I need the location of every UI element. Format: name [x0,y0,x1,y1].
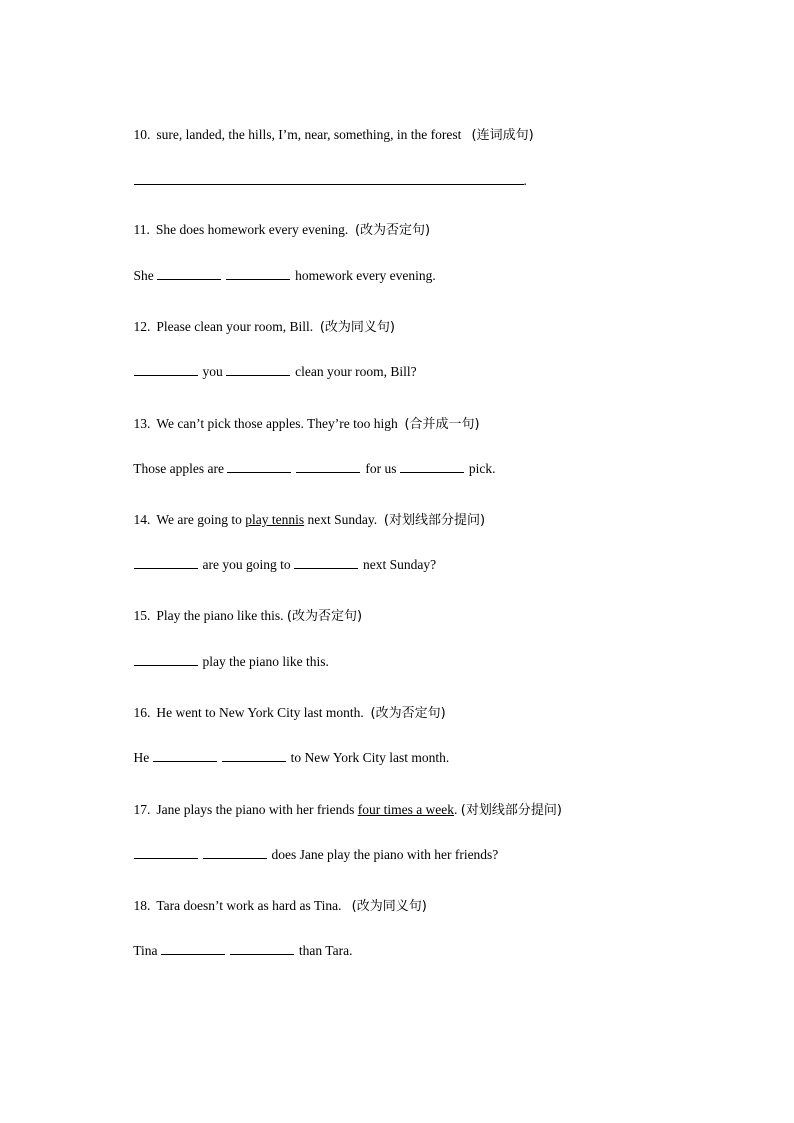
question-text: She does homework every evening. [155,222,349,237]
question-text: sure, landed, the hills, I’m, near, something, in the forest [156,127,462,142]
question-instruction: (改为否定句) [286,609,363,624]
question-text-end: next Sunday. [304,512,378,527]
question-text: He went to New York City last month. [156,705,364,720]
answer-text: homework every evening. [295,268,436,283]
answer-line-15 [120,633,329,689]
answer-text: He [133,750,150,765]
answer-blank[interactable] [227,458,291,473]
question-number: 13. [133,416,151,431]
question-number: 17. [133,802,151,817]
answer-line-10 [120,152,527,208]
underlined-phrase: four times a week [357,802,455,817]
answer-blank[interactable] [134,651,198,666]
question-instruction: (连词成句) [471,128,534,143]
answer-text: you [202,364,223,379]
question-text: Please clean your room, Bill. [156,319,314,334]
question-text: We are going to [156,512,246,527]
answer-line-17 [120,826,498,882]
answer-blank[interactable] [161,940,225,955]
answer-text: than Tara. [298,943,353,958]
answer-blank[interactable] [400,458,464,473]
answer-text: She [133,268,154,283]
answer-line-16 [120,729,449,785]
question-number: 15. [133,608,151,623]
answer-blank[interactable] [134,170,524,185]
answer-blank[interactable] [153,747,217,762]
answer-text: pick. [468,461,496,476]
question-instruction: (改为同义句) [351,899,427,914]
answer-line-14 [120,536,436,592]
answer-blank[interactable] [157,265,221,280]
answer-text: . [523,173,527,188]
answer-blank[interactable] [134,844,198,859]
question-instruction: (对划线部分提问) [383,513,486,528]
answer-blank[interactable] [226,361,290,376]
question-text: Tara doesn’t work as hard as Tina. [156,898,342,913]
answer-text: to New York City last month. [290,750,450,765]
answer-blank[interactable] [230,940,294,955]
question-text: Jane plays the piano with her friends [156,802,358,817]
answer-text: does Jane play the piano with her friends? [271,847,499,862]
answer-blank[interactable] [294,554,358,569]
question-instruction: (改为否定句) [354,223,431,238]
answer-blank[interactable] [203,844,267,859]
answer-line-12 [120,343,417,399]
question-instruction: (改为同义句) [319,320,395,335]
question-instruction: (合并成一句) [404,417,480,432]
question-number: 16. [133,705,151,720]
answer-text: clean your room, Bill? [295,364,417,379]
answer-text: Tina [133,943,158,958]
question-instruction: (对划线部分提问) [460,803,562,818]
answer-blank[interactable] [134,361,198,376]
answer-text: for us [365,461,397,476]
question-text: We can’t pick those apples. They’re too high [156,416,398,431]
answer-blank[interactable] [226,265,290,280]
answer-text: play the piano like this. [202,654,329,669]
question-number: 12. [133,319,151,334]
answer-text: Those apples are [133,461,224,476]
question-instruction: (改为否定句) [370,706,446,721]
answer-blank[interactable] [134,554,198,569]
answer-blank[interactable] [296,458,360,473]
question-number: 10. [133,127,151,142]
underlined-phrase: play tennis [245,512,305,527]
answer-line-18 [120,922,352,978]
question-text-end: . [454,802,458,817]
answer-blank[interactable] [222,747,286,762]
question-text: Play the piano like this. [156,608,284,623]
answer-line-11 [120,247,436,303]
question-number: 11. [133,222,150,237]
answer-text: next Sunday? [362,557,437,572]
question-number: 14. [133,512,151,527]
question-number: 18. [133,898,151,913]
answer-line-13 [120,440,495,496]
answer-text: are you going to [202,557,291,572]
